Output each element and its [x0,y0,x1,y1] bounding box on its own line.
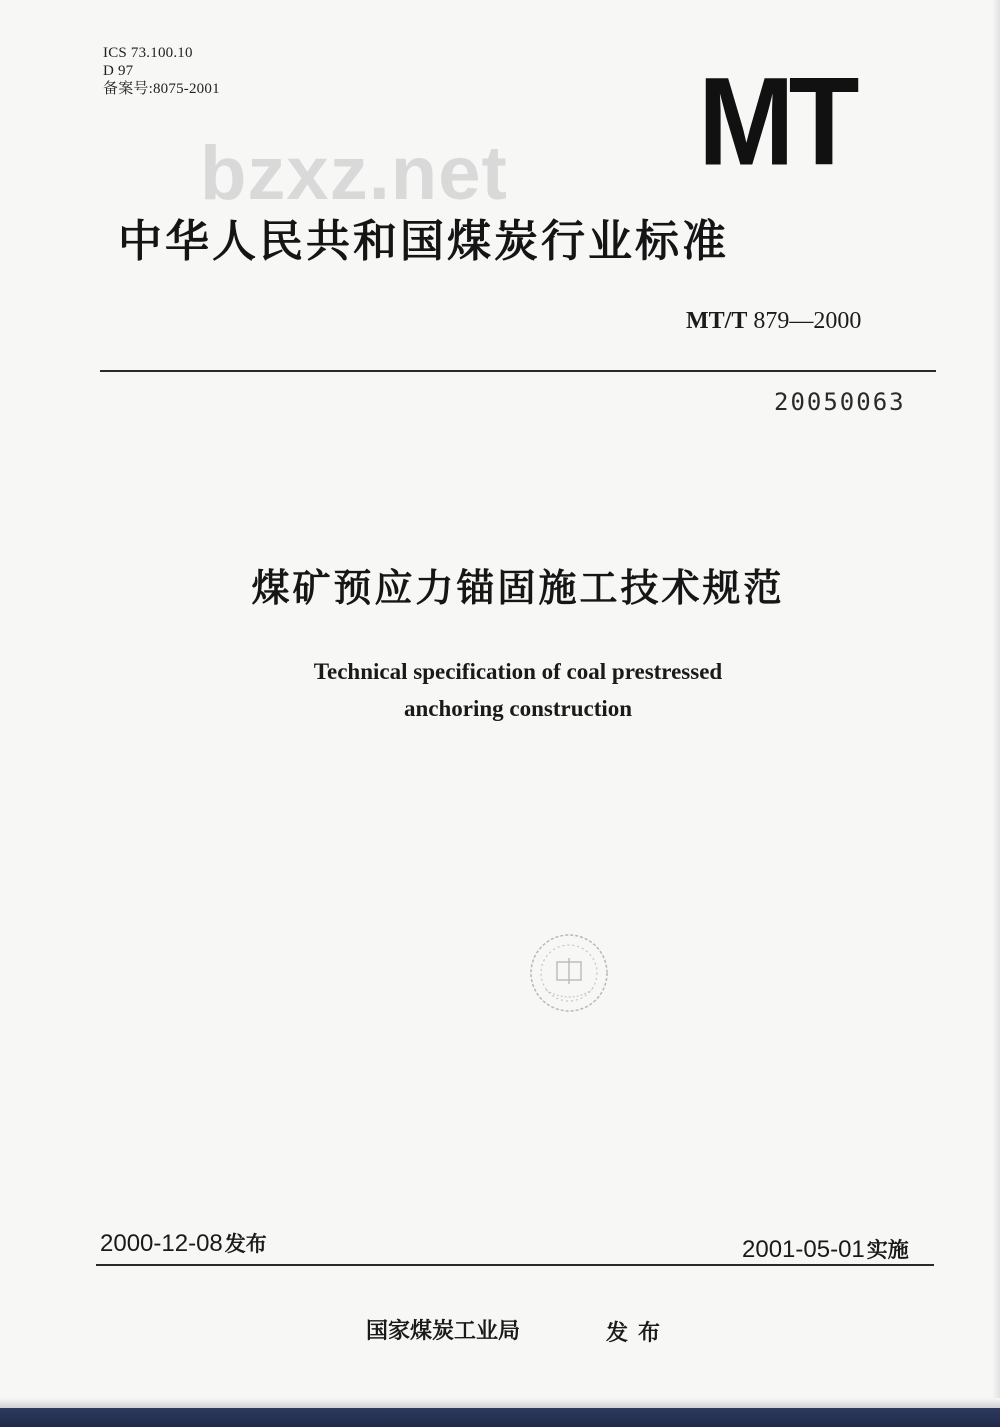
record-number: 备案号:8075-2001 [103,81,220,97]
document-title-english-line-1: Technical specification of coal prestressed [313,659,723,684]
standard-number-value: 879—2000 [753,308,862,334]
document-title-english-line-2: anchoring construction [403,696,633,721]
issue-date [100,1228,267,1260]
watermark-text: bzxz.net [200,131,508,216]
publisher-name: 国家煤炭工业局 [366,1319,521,1344]
issue-date-label: 发布 [224,1232,267,1256]
mt-logo: MT [698,51,854,192]
classification-code: D 97 [103,63,134,79]
standard-number-prefix: MT/T [686,308,748,334]
standard-number [686,306,861,336]
effective-date [742,1234,909,1266]
header-divider [100,370,936,372]
standard-category-title: 中华人民共和国煤炭行业标准 [118,216,729,267]
scan-bottom-edge [0,1398,1000,1408]
scan-bottom-band [0,1408,1000,1427]
circular-stamp-icon [524,928,614,1018]
serial-number: 20050063 [774,388,906,416]
publish-action: 发布 [606,1321,671,1346]
issue-date-value: 2000-12-08 [100,1230,223,1257]
effective-date-label: 实施 [866,1238,909,1262]
scan-right-edge [992,0,1000,1408]
effective-date-value: 2001-05-01 [742,1236,865,1263]
footer-divider [96,1264,934,1266]
document-title-chinese: 煤矿预应力锚固施工技术规范 [251,566,785,610]
ics-code: ICS 73.100.10 [103,45,193,61]
